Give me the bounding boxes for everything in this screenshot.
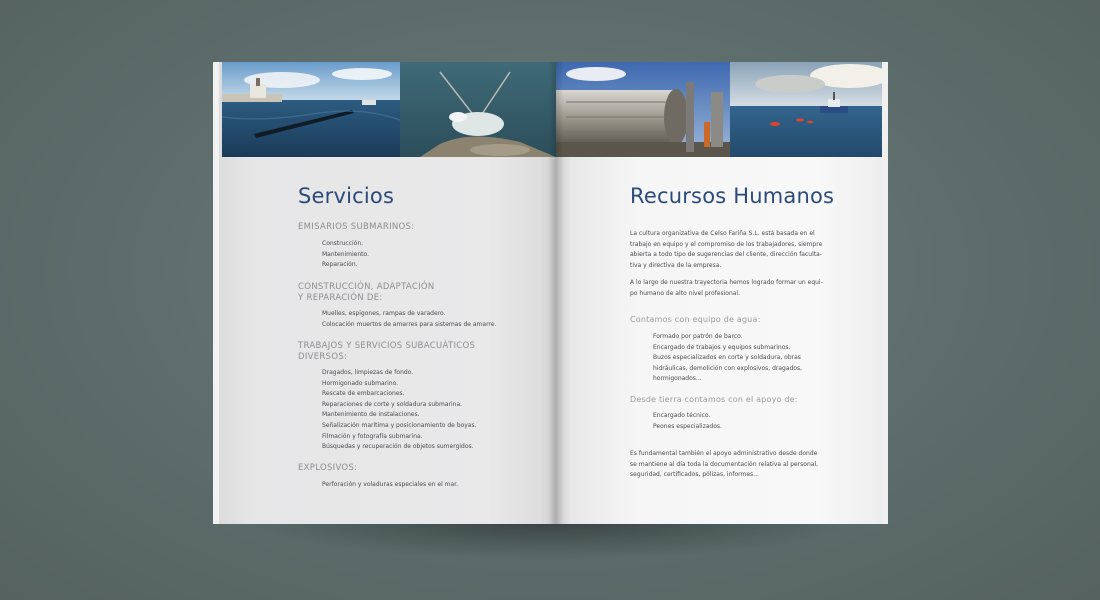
- heading-line: DIVERSOS:: [298, 352, 348, 362]
- text-line: abierta a todo tipo de sugerencias del cliente, dirección faculta-: [630, 251, 822, 259]
- page-title-recursos-humanos: Recursos Humanos: [630, 184, 835, 208]
- list-construccion: [322, 309, 496, 330]
- section-heading-trabajos: [298, 341, 475, 363]
- pipe-machinery-photo: [556, 62, 730, 157]
- list-item: hormigonados...: [653, 375, 702, 383]
- heading-line: CONSTRUCCIÓN, ADAPTACIÓN: [298, 282, 435, 292]
- list-item: Buzos especializados en corte y soldadura, obras: [653, 354, 801, 362]
- list-item: Encargado de trabajos y equipos submarinos.: [653, 343, 791, 351]
- list-item: Reparación.: [322, 261, 358, 269]
- left-page: [213, 62, 556, 524]
- heading-line: TRABAJOS Y SERVICIOS SUBACUÁTICOS: [298, 341, 476, 351]
- text-line: La cultura organizativa de Celso Fariña S.L. está basada en el: [630, 230, 815, 237]
- harbor-photo: [222, 62, 400, 157]
- boat-at-sea-photo: [730, 62, 882, 157]
- land-support-list: [653, 411, 722, 432]
- list-item: Dragados, limpiezas de fondo.: [322, 369, 414, 376]
- list-trabajos: [322, 368, 477, 453]
- closing-paragraph: [630, 449, 818, 481]
- list-item: Señalización marítima y posicionamiento de boyas.: [322, 421, 477, 429]
- list-item: Filmación y fotografía submarina.: [322, 432, 423, 440]
- list-emisarios: [322, 239, 369, 271]
- section-heading-emisarios: EMISARIOS SUBMARINOS:: [298, 222, 415, 232]
- text-line: tiva y directiva de la empresa.: [630, 261, 722, 269]
- section-heading-explosivos: EXPLOSIVOS:: [298, 463, 358, 473]
- list-item: Encargado técnico.: [653, 412, 711, 419]
- right-page: [556, 62, 888, 524]
- page-title-servicios: Servicios: [298, 184, 395, 208]
- list-item: Muelles, espigones, rampas de varadero.: [322, 310, 446, 317]
- list-item: Peones especializados.: [653, 422, 722, 430]
- list-item: Perforación y voladuras especiales en el mar.: [322, 481, 459, 488]
- list-item: Reparaciones de corte y soldadura submarina.: [322, 400, 463, 408]
- intro-paragraph: [630, 229, 822, 271]
- list-item: Hormigonado submarino.: [322, 379, 399, 387]
- text-line: trabajo en equipo y el compromiso de los trabajadores, siempre: [630, 240, 823, 248]
- heading-line: Y REPARACIÓN DE:: [298, 293, 383, 303]
- section-heading-construccion: [298, 282, 435, 304]
- text-line: seguridad, certificados, pólizas, informes...: [630, 471, 759, 479]
- list-item: Búsquedas y recuperación de objetos sumergidos.: [322, 443, 474, 451]
- list-item: Mantenimiento.: [322, 250, 370, 258]
- list-item: Formado por patrón de barco.: [653, 333, 743, 340]
- land-support-heading: Desde tierra contamos con el apoyo de:: [630, 395, 798, 404]
- team-paragraph: [630, 278, 823, 299]
- list-item: hidráulicas, demolición con explosivos, dragados,: [653, 364, 803, 372]
- water-team-heading: Contamos con equipo de agua:: [630, 315, 761, 324]
- water-team-list: [653, 332, 802, 385]
- diver-lifting-photo: [400, 62, 556, 157]
- list-item: Rescate de embarcaciones.: [322, 390, 405, 398]
- text-line: Es fundamental también el apoyo administrativo desde donde: [630, 450, 818, 457]
- text-line: A lo largo de nuestra trayectoria hemos logrado formar un equi-: [630, 279, 823, 286]
- list-item: Mantenimiento de instalaciones.: [322, 411, 420, 419]
- text-line: po humano de alto nivel profesional.: [630, 289, 740, 297]
- text-line: se mantiene al día toda la documentación relativa al personal,: [630, 460, 819, 468]
- list-item: Construcción.: [322, 240, 364, 247]
- list-item: Colocación muertos de amarres para sistemas de amarre.: [322, 320, 497, 328]
- list-explosivos: [322, 480, 458, 491]
